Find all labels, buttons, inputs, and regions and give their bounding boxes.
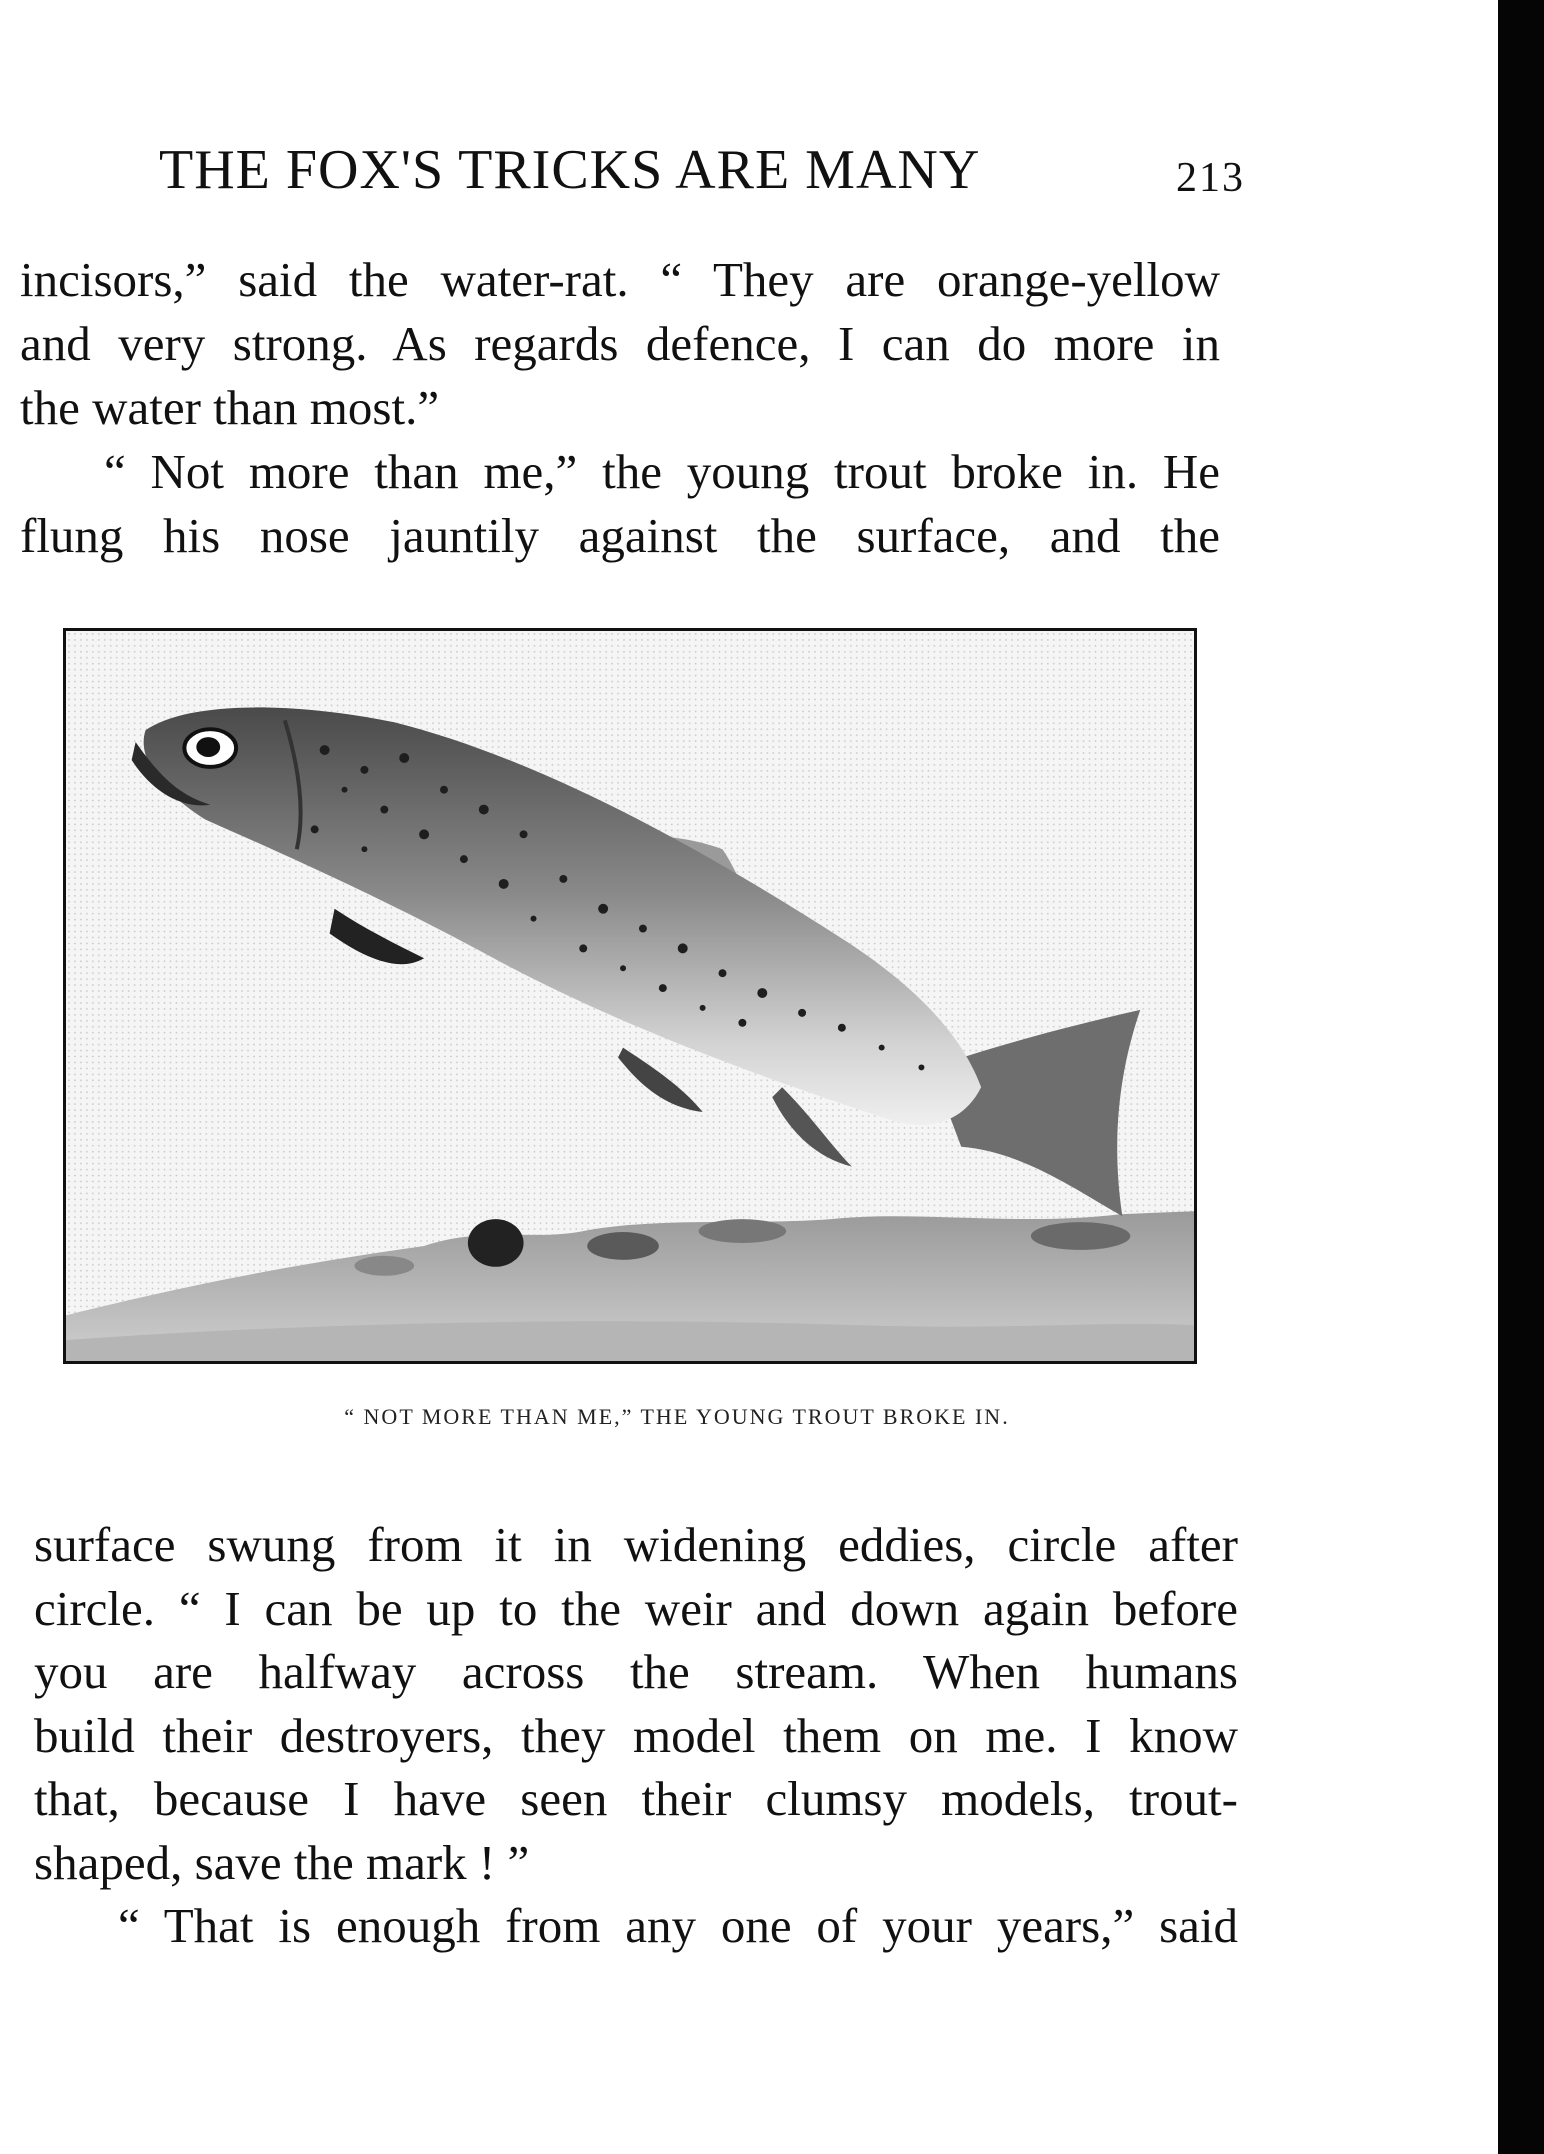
text-line: “ That is enough from any one of your years,” said [118,1898,1238,1953]
text-line: surface swung from it in widening eddies, circle after [34,1517,1238,1572]
trout-illustration [63,628,1197,1364]
text-line: build their destroyers, they model them on me. I know [34,1707,1238,1763]
running-header [155,138,1245,218]
text-line: flung his nose jauntily against the surface, and the [20,508,1220,563]
text-line: circle. “ I can be up to the weir and down again before [34,1580,1238,1636]
text-line: you are halfway across the stream. When humans [34,1644,1238,1699]
page-number: 213 [1176,155,1245,201]
text-line: the water than most.” [20,380,440,435]
running-title: THE FOX'S TRICKS ARE MANY [159,139,981,201]
text-line: incisors,” said the water-rat. “ They are orange-yellow [20,252,1220,307]
text-line: shaped, save the mark ! ” [34,1834,530,1890]
paragraph-top [20,248,1220,568]
text-line: and very strong. As regards defence, I can do more in [20,316,1220,371]
trout-picture [66,631,1194,1361]
caption-text: “ NOT MORE THAN ME,” THE YOUNG TROUT BROKE IN. [344,1404,1010,1429]
paragraph-bottom [34,1513,1238,1958]
page-edge-shadow [1498,0,1544,2154]
text-line: “ Not more than me,” the young trout broke in. He [104,444,1220,499]
illustration-caption [0,1404,1544,1430]
text-line: that, because I have seen their clumsy models, trout- [34,1771,1238,1826]
